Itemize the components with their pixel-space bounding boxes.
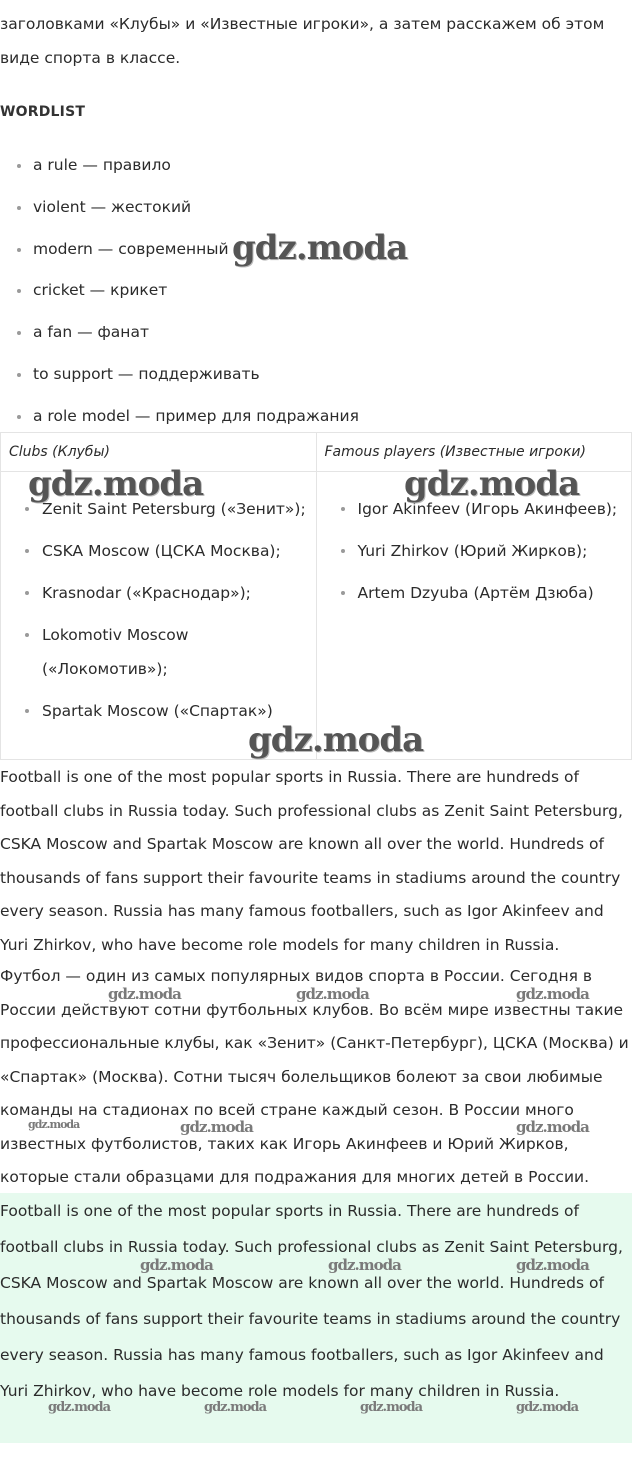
watermark: gdz.moda xyxy=(516,985,589,1003)
list-item: Zenit Saint Petersburg («Зенит»); xyxy=(1,492,316,526)
watermark: gdz.moda xyxy=(516,1400,579,1415)
watermark: gdz.moda xyxy=(108,985,181,1003)
wordlist-title: WORDLIST xyxy=(0,104,86,120)
russian-paragraph: Футбол — один из самых популярных видов спорта в России. Сегодня в России действуют сотни футбольных клубов. Во всём мире известны такие профессиональные клубы, как «Зенит» (Санкт-Петербург), ЦСКА (Москва) и «Спартак» (Москва). Сотни тысяч болельщиков болеют за свои любимые команды на стадионах по всей стране каждый сезон. В России много известных футболистов, таких как Игорь Акинфеев и Юрий Жирков, которые стали образцами для подражания для многих детей в России. xyxy=(0,967,629,1186)
list-item: CSKA Moscow (ЦСКА Москва); xyxy=(1,534,316,568)
players-list xyxy=(317,472,632,610)
watermark: gdz.moda xyxy=(248,720,424,760)
watermark: gdz.moda xyxy=(204,1400,267,1415)
clubs-players-table xyxy=(0,432,632,760)
list-item: a role model — пример для подражания xyxy=(0,396,632,438)
list-item: Igor Akinfeev (Игорь Акинфеев); xyxy=(317,492,632,526)
answer-box xyxy=(0,1193,632,1443)
list-item: Krasnodar («Краснодар»); xyxy=(1,576,316,610)
watermark: gdz.moda xyxy=(48,1400,111,1415)
intro-paragraph: заголовками «Клубы» и «Известные игроки», а затем расскажем об этом виде спорта в классе. xyxy=(0,15,605,67)
wordlist xyxy=(0,145,632,438)
list-item: Spartak Moscow («Спартак») xyxy=(1,694,316,728)
clubs-cell xyxy=(1,472,317,760)
english-paragraph: Football is one of the most popular sports in Russia. There are hundreds of football clubs in Russia today. Such professional clubs as Zenit Saint Petersburg, CSKA Moscow and Spartak Moscow are known all over the world. Hundreds of thousands of fans support their favourite teams in stadiums around the country every season. Russia has many famous footballers, such as Igor Akinfeev and Yuri Zhirkov, who have become role models for many children in Russia. xyxy=(0,768,623,954)
list-item: a rule — правило xyxy=(0,145,632,187)
watermark: gdz.moda xyxy=(28,464,204,504)
watermark: gdz.moda xyxy=(296,985,369,1003)
watermark: gdz.moda xyxy=(404,464,580,504)
watermark: gdz.moda xyxy=(328,1256,401,1274)
watermark: gdz.moda xyxy=(516,1118,589,1136)
players-cell xyxy=(316,472,632,760)
table-header-clubs: Clubs (Клубы) xyxy=(1,433,317,472)
list-item: Yuri Zhirkov (Юрий Жирков); xyxy=(317,534,632,568)
clubs-list xyxy=(1,472,316,728)
table-header-players: Famous players (Известные игроки) xyxy=(316,433,632,472)
list-item: modern — современный xyxy=(0,229,632,271)
watermark: gdz.moda xyxy=(516,1256,589,1274)
watermark: gdz.moda xyxy=(180,1118,253,1136)
list-item: cricket — крикет xyxy=(0,270,632,312)
list-item: violent — жестокий xyxy=(0,187,632,229)
list-item: Artem Dzyuba (Артём Дзюба) xyxy=(317,576,632,610)
watermark: gdz.moda xyxy=(232,228,408,268)
list-item: to support — поддерживать xyxy=(0,354,632,396)
watermark: gdz.moda xyxy=(28,1118,80,1131)
list-item: a fan — фанат xyxy=(0,312,632,354)
answer-paragraph: Football is one of the most popular sports in Russia. There are hundreds of football clubs in Russia today. Such professional clubs as Zenit Saint Petersburg, CSKA Moscow and Spartak Moscow are known all over the world. Hundreds of thousands of fans support their favourite teams in stadiums around the country every season. Russia has many famous footballers, such as Igor Akinfeev and Yuri Zhirkov, who have become role models for many children in Russia. xyxy=(0,1202,623,1400)
watermark: gdz.moda xyxy=(360,1400,423,1415)
list-item: Lokomotiv Moscow («Локомотив»); xyxy=(1,618,316,686)
watermark: gdz.moda xyxy=(140,1256,213,1274)
